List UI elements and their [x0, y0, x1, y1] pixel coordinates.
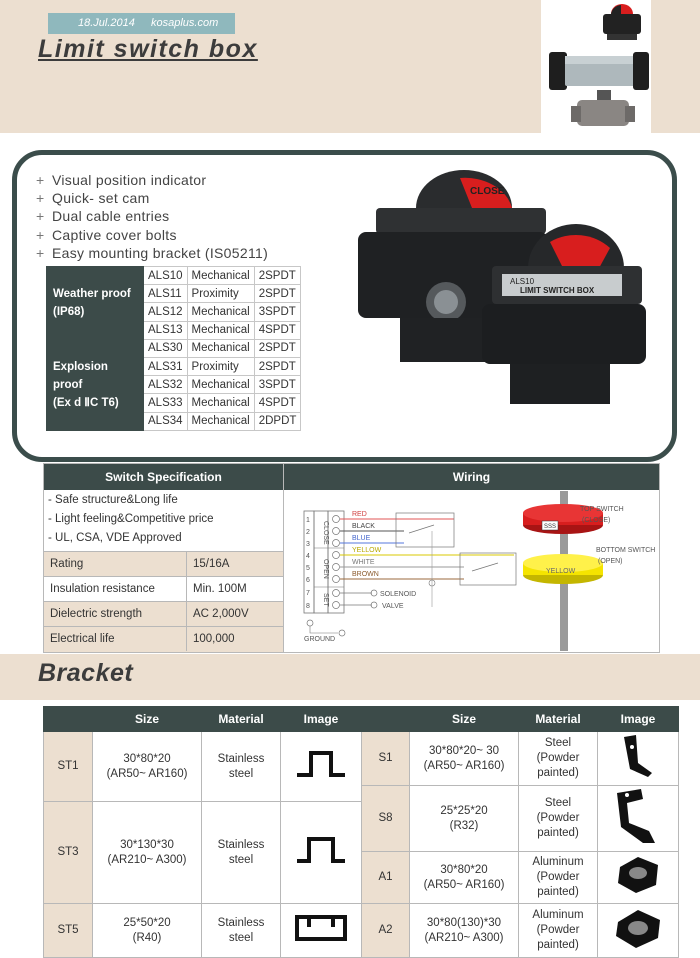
- front-box-body: [482, 304, 646, 364]
- spec-bullet: - UL, CSA, VDE Approved: [48, 532, 182, 544]
- table-row: ALS13 Mechanical 4SPDT: [47, 321, 301, 339]
- feature-item: + Dual cable entries: [36, 208, 170, 224]
- valve-label: VALVE: [382, 603, 404, 610]
- wire-label: RED: [352, 511, 367, 518]
- date-text: 18.Jul.2014: [78, 17, 135, 29]
- a2-bracket-icon: [612, 906, 664, 950]
- site-text: kosaplus.com: [151, 17, 219, 29]
- bracket-image-a2: [598, 904, 679, 958]
- wire-label: WHITE: [352, 559, 375, 566]
- table-row: ALS33 Mechanical 4SPDT: [47, 394, 301, 412]
- feature-item: + Easy mounting bracket (IS05211): [36, 245, 269, 261]
- wiring-diagram: [284, 491, 659, 651]
- bracket-image-a1: [598, 852, 679, 904]
- col-size: Size: [410, 707, 519, 732]
- limit-switch-box-photo: [350, 168, 650, 418]
- solenoid-label: SOLENOID: [380, 591, 417, 598]
- wire-label: YELLOW: [352, 547, 382, 554]
- spec-header: Switch Specification: [44, 464, 283, 490]
- bracket-image-s1: [598, 732, 679, 786]
- spec-row-insulation: Insulation resistance Min. 100M: [44, 576, 283, 601]
- table-row: ALS31 Proximity 2SPDT: [47, 357, 301, 375]
- back-box-lid: [376, 208, 546, 234]
- col-image: Image: [281, 707, 362, 732]
- bottom-cam-tag: YELLOW: [546, 568, 576, 575]
- nameplate-model: ALS10: [510, 277, 535, 286]
- cable-entry-inner: [434, 290, 458, 314]
- back-dome-label: CLOSE: [470, 186, 505, 197]
- bracket-image-s8: [598, 786, 679, 852]
- table-row: ALS32 Mechanical 3SPDT: [47, 376, 301, 394]
- col-material: Material: [202, 707, 281, 732]
- actuator-endcap-right: [633, 52, 649, 90]
- bracket-plate: [607, 34, 637, 40]
- model-table: [46, 266, 301, 431]
- terminal-number: 5: [306, 565, 310, 572]
- bracket-image-st1: [281, 732, 362, 802]
- feature-item: + Visual position indicator: [36, 172, 207, 188]
- terminal-number: 4: [306, 553, 310, 560]
- terminal-number-column: [304, 511, 314, 613]
- table-row: Weather proof (IP68) ALS10 Mechanical 2SPDT: [47, 267, 301, 285]
- u-bracket-icon: [293, 911, 349, 945]
- actuator-valve-photo: [541, 0, 651, 133]
- bottom-switch-symbol: [460, 553, 516, 585]
- terminal-number: 1: [306, 517, 310, 524]
- table-row: ALS12 Mechanical 3SPDT: [47, 303, 301, 321]
- hat-bracket-icon: [293, 747, 349, 781]
- wire-label: BLACK: [352, 523, 375, 530]
- col-material: Material: [519, 707, 598, 732]
- plus-icon: +: [36, 172, 45, 188]
- wire-label: BROWN: [352, 571, 379, 578]
- top-cam-tag: SSS: [544, 524, 557, 530]
- bracket-table: Size Material Image Size Material Image ST1 30*80*20 (AR50~ AR160) Stainless steel S1 30*80*20~ 30 (AR50~ AR160) Steel (Powder painted) S8 25*25*20 (R32) Steel (Powder painted) ST3 30*130*30 (AR210~ A300) Stainless steel A1 30*80*20 (AR50~ AR160) Aluminum (Powder painted) ST5 25*50*20 (R40) Stainless steel A2 30*80(130)*30 (AR210~ A300) Aluminum (Powder painted): [43, 706, 679, 958]
- bracket-image-st3: [281, 802, 362, 904]
- valve-port-right: [625, 106, 635, 122]
- feature-item: + Captive cover bolts: [36, 227, 177, 243]
- plus-icon: +: [36, 190, 45, 206]
- plus-icon: +: [36, 208, 45, 224]
- spec-row-rating: Rating 15/16A: [44, 551, 283, 576]
- table-row: ST3 30*130*30 (AR210~ A300) Stainless steel: [44, 802, 679, 852]
- terminal-number: 3: [306, 541, 310, 548]
- terminal-number: 7: [306, 590, 310, 597]
- plus-icon: +: [36, 245, 45, 261]
- terminal-number: 2: [306, 529, 310, 536]
- wiring-header: Wiring: [284, 464, 659, 490]
- spec-row-dielectric: Dielectric strength AC 2,000V: [44, 601, 283, 626]
- table-row: ALS34 Mechanical 2DPDT: [47, 412, 301, 430]
- col-image: Image: [598, 707, 679, 732]
- weather-proof-group: Weather proof (IP68): [47, 267, 144, 340]
- actuator-endcap-left: [549, 52, 567, 90]
- valve-port-left: [571, 106, 581, 122]
- back-box-base: [400, 318, 490, 362]
- group-label-close: CLOSE: [322, 521, 329, 545]
- top-switch-sub: (CLOSE): [582, 517, 611, 524]
- group-label-open: OPEN: [322, 559, 329, 579]
- bottom-switch-label: BOTTOM SWITCH: [596, 547, 656, 554]
- explosion-proof-group: Explosion proof (Ex d ⅡC T6): [47, 339, 144, 430]
- bracket-title: Bracket: [38, 659, 134, 687]
- table-row: Explosion proof (Ex d ⅡC T6) ALS30 Mechanical 2SPDT: [47, 339, 301, 357]
- table-row: ST5 25*50*20 (R40) Stainless steel A2 30*80(130)*30 (AR210~ A300) Aluminum (Powder painted): [44, 904, 679, 958]
- spec-bullet: - Safe structure&Long life: [48, 494, 178, 506]
- nameplate-title: LIMIT SWITCH BOX: [520, 286, 595, 295]
- terminal-screw-column: [328, 511, 344, 613]
- s8-bracket-icon: [613, 787, 663, 845]
- switch-box-body: [603, 14, 641, 34]
- bottom-switch-sub: (OPEN): [598, 558, 623, 565]
- ball-valve-body: [577, 100, 629, 126]
- col-size: Size: [93, 707, 202, 732]
- hat-bracket-icon: [293, 833, 349, 867]
- top-switch-label: TOP SWITCH: [580, 506, 624, 513]
- a1-bracket-icon: [612, 853, 664, 897]
- spec-bullet: - Light feeling&Competitive price: [48, 513, 214, 525]
- table-row: A1 30*80*20 (AR50~ AR160) Aluminum (Powder painted): [44, 852, 679, 904]
- feature-item: + Quick- set cam: [36, 190, 150, 206]
- terminal-number: 8: [306, 603, 310, 610]
- actuator-highlight: [565, 56, 637, 64]
- bracket-image-st5: [281, 904, 362, 958]
- top-switch-symbol: [396, 513, 454, 547]
- wire-label: BLUE: [352, 535, 371, 542]
- spec-row-electrical-life: Electrical life 100,000: [44, 626, 283, 652]
- ground-label: GROUND: [304, 636, 336, 643]
- date-bar: [48, 13, 235, 34]
- terminal-number: 6: [306, 577, 310, 584]
- group-label-set: SET: [322, 593, 329, 607]
- page-title: Limit switch box: [38, 35, 258, 63]
- table-row: ST1 30*80*20 (AR50~ AR160) Stainless steel S1 30*80*20~ 30 (AR50~ AR160) Steel (Powder painted): [44, 732, 679, 786]
- table-row: ALS11 Proximity 2SPDT: [47, 285, 301, 303]
- table-header-row: [44, 707, 679, 732]
- spec-wiring-table: [43, 463, 660, 653]
- plus-icon: +: [36, 227, 45, 243]
- s1-bracket-icon: [618, 733, 658, 779]
- front-box-base: [510, 364, 610, 404]
- ground-icon: [307, 620, 313, 626]
